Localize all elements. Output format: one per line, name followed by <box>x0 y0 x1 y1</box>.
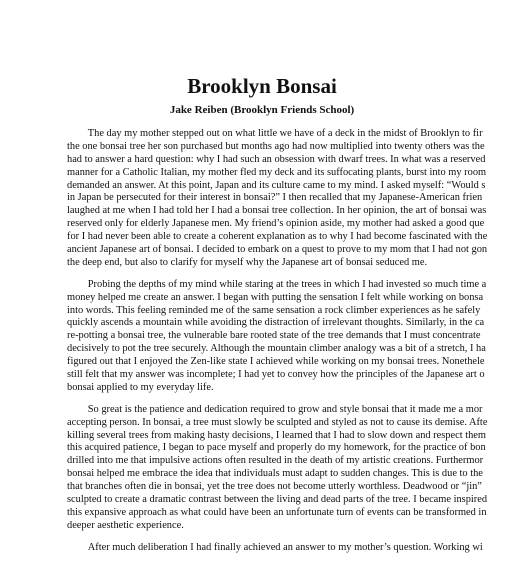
document-title: Brooklyn Bonsai <box>187 74 337 98</box>
paragraph <box>67 128 512 270</box>
text-line: bonsai helped me embrace the idea that individuals must adapt to sudden changes. This is due to the <box>67 468 483 480</box>
text-line: had to answer a hard question: why I had such an obsession with dwarf trees. In what was a reserved <box>67 153 486 165</box>
text-line: Probing the depths of my mind while staring at the trees in which I had invested so much time a <box>67 278 487 290</box>
text-line: the deep end, but also to clarify for myself why the Japanese art of bonsai seduced me. <box>67 256 428 268</box>
document-body <box>67 128 512 555</box>
text-line: re-potting a bonsai tree, the vulnerable bare rooted state of the tree demands that I must concentrate <box>67 330 481 342</box>
text-line: quickly ascends a mountain while avoiding the distraction of irrelevant thoughts. Similarly, in the ca <box>67 317 485 329</box>
text-line: for I had never been able to create a coherent explanation as to why I had become fascinated with the <box>67 231 488 243</box>
text-line: money helped me create an answer. I began with putting the sensation I felt while working on bonsa <box>67 291 484 303</box>
text-line: laughed at me when I had told her I had a bonsai tree collection. In her opinion, the art of bonsai was <box>67 205 487 217</box>
text-line: So great is the patience and dedication required to grow and style bonsai that it made me a mor <box>67 403 483 415</box>
text-line: this acquired patience, I began to pace myself and properly do my homework, for the practice of bon <box>67 442 486 454</box>
text-line: The day my mother stepped out on what little we have of a deck in the midst of Brooklyn to fir <box>67 128 483 139</box>
text-line: that branches often die in bonsai, yet the tree does not become utterly worthless. Deadwood or “jin” <box>67 481 482 493</box>
text-line: in Japan be persecuted for their interest in bonsai?” I then recalled that my Japanese-American frien <box>67 192 483 204</box>
text-line: bonsai applied to my everyday life. <box>67 381 214 393</box>
text-line: manner for a Catholic Italian, my mother fled my deck and its suffocating plants, burst into my room <box>67 166 487 178</box>
text-line: drilled into me that impulsive actions often resulted in the death of my artistic creations. Furthermor <box>67 455 484 467</box>
text-line: deeper aesthetic experience. <box>67 519 184 531</box>
text-line: sculpted to create a dramatic contrast between the living and dead parts of the tree. I became inspired <box>67 494 488 506</box>
paragraph <box>67 542 512 555</box>
text-line: reserved only for elderly Japanese men. My friend’s opinion aside, my mother had asked a good que <box>67 218 485 230</box>
paragraph <box>67 279 512 395</box>
document-author: Jake Reiben (Brooklyn Friends School) <box>169 104 355 116</box>
text-line: this expansive approach as what could have been an unfortunate turn of events can be transformed in <box>67 506 487 518</box>
text-line: killing several trees from making hasty decisions, I learned that I had to slow down and respect them <box>67 429 486 441</box>
text-line: After much deliberation I had finally achieved an answer to my mother’s question. Working wi <box>67 541 483 553</box>
text-line: ancient Japanese art of bonsai. I decided to embark on a quest to prove to my mom that I had not gon <box>67 244 488 256</box>
document-page <box>67 72 512 564</box>
text-line: decisively to pot the tree securely. Although the mountain climber analogy was a bit of a stretch, I ha <box>67 343 486 355</box>
text-line: the one bonsai tree her son purchased but months ago had now multiplied into twenty others was the <box>67 140 485 152</box>
text-line: into words. This feeling reminded me of the same sensation a rock climber experiences as he safely <box>67 304 481 316</box>
text-line: accepting person. In bonsai, a tree must slowly be sculpted and styled as not to cause its demise. Afte <box>67 416 488 428</box>
text-line: demanded an answer. At this point, Japan and its culture came to my mind. I asked myself: “Would s <box>67 179 486 191</box>
paragraph <box>67 404 512 533</box>
text-line: figured out that I enjoyed the Zen-like state I achieved while working on my bonsai trees. Nonethele <box>67 356 485 368</box>
text-line: still felt that my answer was incomplete; I had yet to convey how the principles of the Japanese art o <box>67 369 485 381</box>
